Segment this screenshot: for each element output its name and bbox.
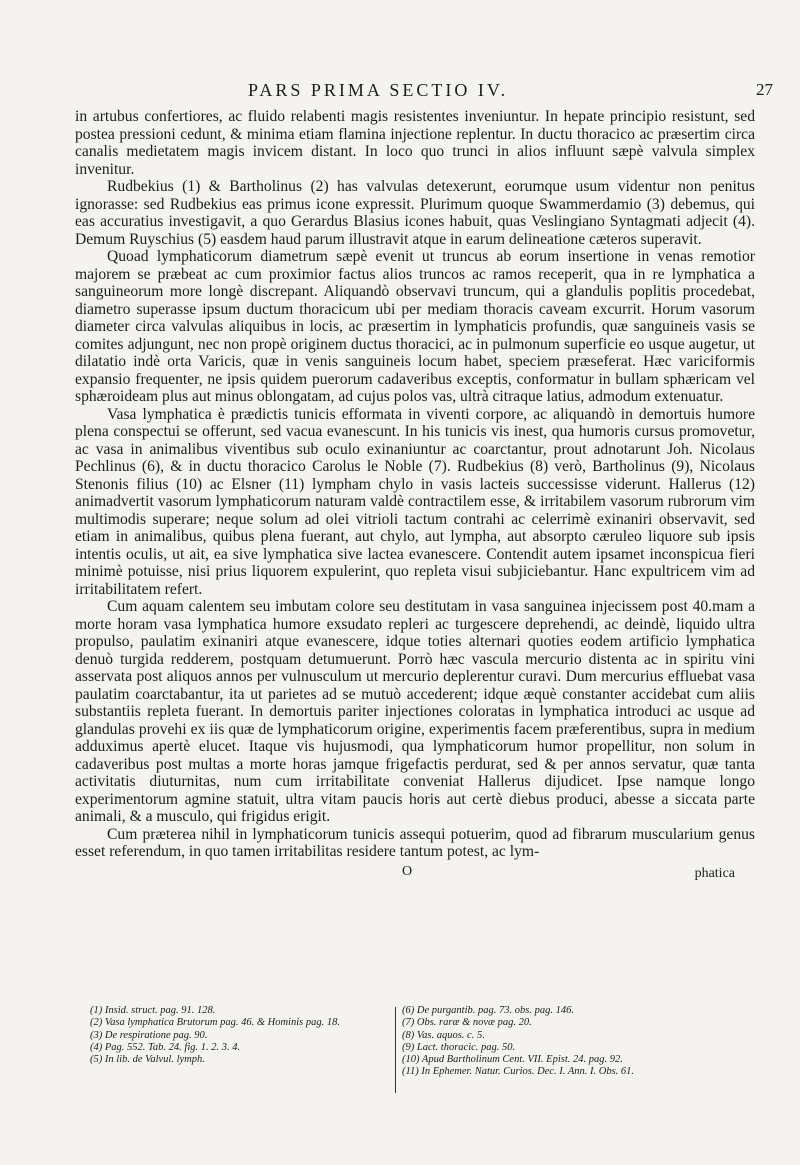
paragraph-4: Vasa lymphatica è prædictis tunicis efformata in viventi corpore, ac aliquandò in demortuis humore plena conspectui se offerunt, sed vacua evanescunt. In his tunicis vis inest, qua humoris cursus promovetur, ac vasa in animalibus viventibus sub oculo exinaniuntur ac coarctantur, prout adnotarunt Joh. Nicolaus Pechlinus (6), & in ductu thoracico Carolus le Noble (7). Rudbekius (8) verò, Bartholinus (9), Nicolaus Stenonis filius (10) ac Elsner (11) lympham chylo in vasis lacteis successisse viderunt. Hallerus (12) animadvertit vasorum lymphaticorum naturam valdè contractilem esse, & irritabilem vasorum rubrorum vim multimodis superare; neque solum ad olei vitrioli tactum contrahi ac celerrimè exinaniri observavit, sed etiam in animalibus, quibus plena fuerant, aut chylo, aut lympha, aut absorpto cæruleo liquore sub ipsis intentis oculis, ut ait, ea sive lymphatica sive lactea evanescere. Contendit autem ipsamet inconspicua fieri minimè potuisse, nisi prius liquorem expulerint, quo repleta visui subjiciebantur. Hanc expultricem vim ad irritabilitatem refert. xyxy=(75,405,755,598)
footnote: (3) De respiratione pag. 90. xyxy=(90,1029,208,1041)
footnote: (5) In lib. de Valvul. lymph. xyxy=(90,1054,205,1066)
footnote: (4) Pag. 552. Tab. 24. fig. 1. 2. 3. 4. xyxy=(90,1041,241,1053)
footnote: (2) Vasa lymphatica Brutorum pag. 46. & Hominis pag. 18. xyxy=(90,1017,340,1029)
footnote: (7) Obs. raræ & novæ pag. 20. xyxy=(402,1017,532,1029)
signature-line xyxy=(75,863,755,881)
paragraph-5: Cum aquam calentem seu imbutam colore seu destitutam in vasa sanguinea injecissem post 40.mam a morte horam vasa lymphatica humore exsudato repleri ac turgescere deprehendi, ac deindè, liquido ultra propulso, paulatim exinaniri atque evanescere, idque toties alternari quoties eodem artificio lymphatica denuò turgida redderem, postquam detumuerunt. Porrò hæc vascula mercurio distenta ac in spiritu vini asservata post aliquos annos per vulnusculum ut mercurio deplerentur curavi. Dum mercurius effluebat vasa paulatim coarctabantur, ita ut parietes ad se mutuò accederent; idque æquè constanter accidebat cum aliis substantiis repleta fuerant. In demortuis pariter injectiones coloratas in lymphatica introduci ac usque ad glandulas provehi ex iis quæ de lymphaticorum origine, experimentis facem præferentibus, supra in medium adduximus apertè elucet. Itaque vis hujusmodi, qua lymphaticorum humor propellitur, non solum in cadaveribus post multas a morte horas jamque frigefactis perdurat, sed & per annos servatur, quæ tanta activitatis diuturnitas, num cum irritabilitate conveniat Hallerus dijudicet. Ipse namque longo experimentorum agmine statuit, ultra vitam paucis horis aut certè diebus produci, abesse a siccata parte animali, & a musculo, qui frigidus erigit. xyxy=(75,598,755,825)
running-title: PARS PRIMA SECTIO IV. xyxy=(248,80,509,100)
page-number: 27 xyxy=(756,80,773,99)
paragraph-2: Rudbekius (1) & Bartholinus (2) has valvulas detexerunt, eorumque usum videntur non penitus ignorasse: sed Rudbekius eas primus icone expressit. Plurimum quoque Swammerdamio (3) debemus, qui eas accuratius investigavit, a quo Gerardus Blasius icones habuit, quas Veslingiano Syntagmati adjecit (4). Demum Ruyschius (5) easdem haud parum illustravit atque in earum delineatione cæteros superavit. xyxy=(75,178,755,248)
footnote-column-divider xyxy=(395,1007,396,1093)
footnote: (6) De purgantib. pag. 73. obs. pag. 146. xyxy=(402,1005,574,1016)
footnote: (11) In Ephemer. Natur. Curios. Dec. I. Ann. I. Obs. 61. xyxy=(402,1066,635,1078)
paragraph-6: Cum præterea nihil in lymphaticorum tunicis assequi potuerim, quod ad fibrarum muscularium genus esset referendum, in quo tamen irritabilitas residere tantum potest, ac lym- xyxy=(75,825,755,860)
footnote: (1) Insid. struct. pag. 91. 128. xyxy=(90,1005,216,1016)
catchword: phatica xyxy=(694,865,735,881)
footnotes-right-column xyxy=(402,1005,752,1079)
footnote: (10) Apud Bartholinum Cent. VII. Epist. 24. pag. 92. xyxy=(402,1054,623,1066)
signature-mark: O xyxy=(402,863,413,879)
paragraph-3: Quoad lymphaticorum diametrum sæpè evenit ut truncus ab eorum insertione in venas remotior majorem se præbeat ac cum proximior factus alios truncos ac ramos receperit, qua in re lymphatica a sanguineorum more longè discrepant. Aliquandò observavi truncum, qui a glandulis poplitis procedebat, diametro superasse ipsum ductum thoracicum ubi per mediam thoracis caveam excurrit. Horum vasorum diameter circa valvulas aliquibus in locis, ac præsertim in lymphaticis profundis, quæ sanguineis vasis se comites adjungunt, nec non propè originem ductus thoracici, ac in pulmonum superficie eo usque augetur, ut dilatatio indè orta Varicis, quæ in venis sanguineis locum habet, speciem præseferat. Hæc variciformis expansio frequenter, ne ipsis quidem puerorum cadaveribus exceptis, conformatur in bullam sphæricam vel sphæroideam plus aut minus oblongatam, ad cujus polos vas, ultrà citraque latius, admodum extenuatur. xyxy=(75,248,755,405)
body-text xyxy=(75,108,755,881)
paragraph-1: in artubus confertiores, ac fluido relabenti magis resistentes inveniuntur. In hepate principio resistunt, sed postea pressioni cedunt, & minima etiam flamina injectione replentur. In ductu thoracico ac præsertim circa canalis medietatem magis invicem distant. In loco quo trunci in alios influunt sæpè valvula simplex invenitur. xyxy=(75,108,755,178)
footnotes-left-column xyxy=(90,1005,390,1066)
footnote: (8) Vas. aquos. c. 5. xyxy=(402,1029,485,1041)
footnote: (9) Lact. thoracic. pag. 50. xyxy=(402,1041,516,1053)
page-header xyxy=(0,80,800,104)
